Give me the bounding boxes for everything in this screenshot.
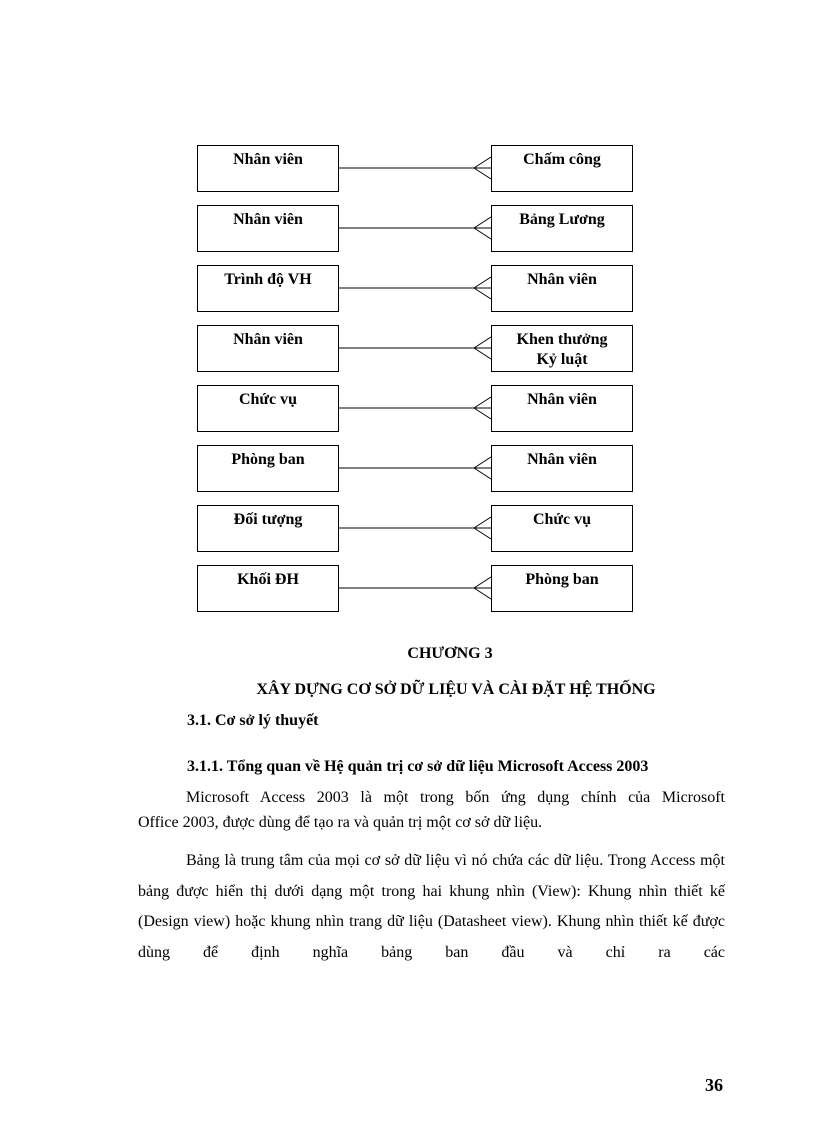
entity-box-left [197, 265, 339, 312]
relation-connector [339, 397, 491, 419]
entity-box-right [491, 385, 633, 432]
entity-label: Nhân viên [233, 211, 303, 228]
relation-connector [339, 337, 491, 359]
relation-connector [339, 217, 491, 239]
relation-connector [339, 277, 491, 299]
entity-label: Chấm công [523, 151, 601, 168]
entity-label: Khối ĐH [237, 571, 299, 588]
paragraph-line: Office 2003, được dùng để tạo ra và quản trị một cơ sở dữ liệu. [138, 814, 543, 831]
chapter-title: XÂY DỰNG CƠ SỞ DỮ LIỆU VÀ CÀI ĐẶT HỆ THỐNG [256, 681, 656, 698]
subsection-heading: 3.1.1. Tổng quan về Hệ quản trị cơ sở dữ liệu Microsoft Access 2003 [187, 758, 649, 775]
entity-label: Chức vụ [238, 391, 298, 408]
entity-label: Nhân viên [233, 331, 303, 348]
entity-box-right [491, 265, 633, 312]
entity-box-right [491, 565, 633, 612]
relation-connector [339, 517, 491, 539]
paragraph: Bảng là trung tâm của mọi cơ sở dữ liệu vì nó chứa các dữ liệu. Trong Access một bảng được hiển thị dưới dạng một trong hai khung nhìn (View): Khung nhìn thiết kế (Design view) hoặc khung nhìn trang dữ liệu (Datasheet view). Khung nhìn thiết kế được dùng để định nghĩa bảng ban đầu và chỉ ra các [138, 852, 725, 961]
paragraph-line: Microsoft Access 2003 là một trong bốn ứng dụng chính của Microsoft [186, 789, 725, 806]
relation-connector [339, 577, 491, 599]
entity-box-left [197, 565, 339, 612]
entity-box-right [491, 205, 633, 252]
entity-label: Trình độ VH [224, 271, 312, 288]
entity-box-left [197, 505, 339, 552]
entity-label-line2: Kỷ luật [536, 351, 588, 368]
chapter-number: CHƯƠNG 3 [407, 645, 493, 662]
relation-connector [339, 457, 491, 479]
entity-label: Chức vụ [532, 511, 592, 528]
entity-label: Nhân viên [527, 391, 597, 408]
entity-label: Nhân viên [527, 271, 597, 288]
entity-label-line1: Khen thưởng [516, 331, 608, 348]
entity-box-left [197, 385, 339, 432]
entity-box-right [491, 445, 633, 492]
entity-box-right [491, 145, 633, 192]
entity-box-left [197, 445, 339, 492]
entity-box-right [491, 325, 633, 372]
entity-label: Nhân viên [527, 451, 597, 468]
entity-label: Phòng ban [231, 451, 305, 468]
section-heading: 3.1. Cơ sở lý thuyết [187, 712, 319, 729]
entity-box-left [197, 325, 339, 372]
entity-box-right [491, 505, 633, 552]
entity-label: Nhân viên [233, 151, 303, 168]
entity-box-left [197, 205, 339, 252]
entity-label: Phòng ban [525, 571, 599, 588]
page-number: 36 [705, 1075, 723, 1095]
entity-label: Bảng Lương [519, 211, 605, 228]
entity-label: Đối tượng [233, 511, 303, 528]
relation-connector [339, 157, 491, 179]
entity-box-left [197, 145, 339, 192]
